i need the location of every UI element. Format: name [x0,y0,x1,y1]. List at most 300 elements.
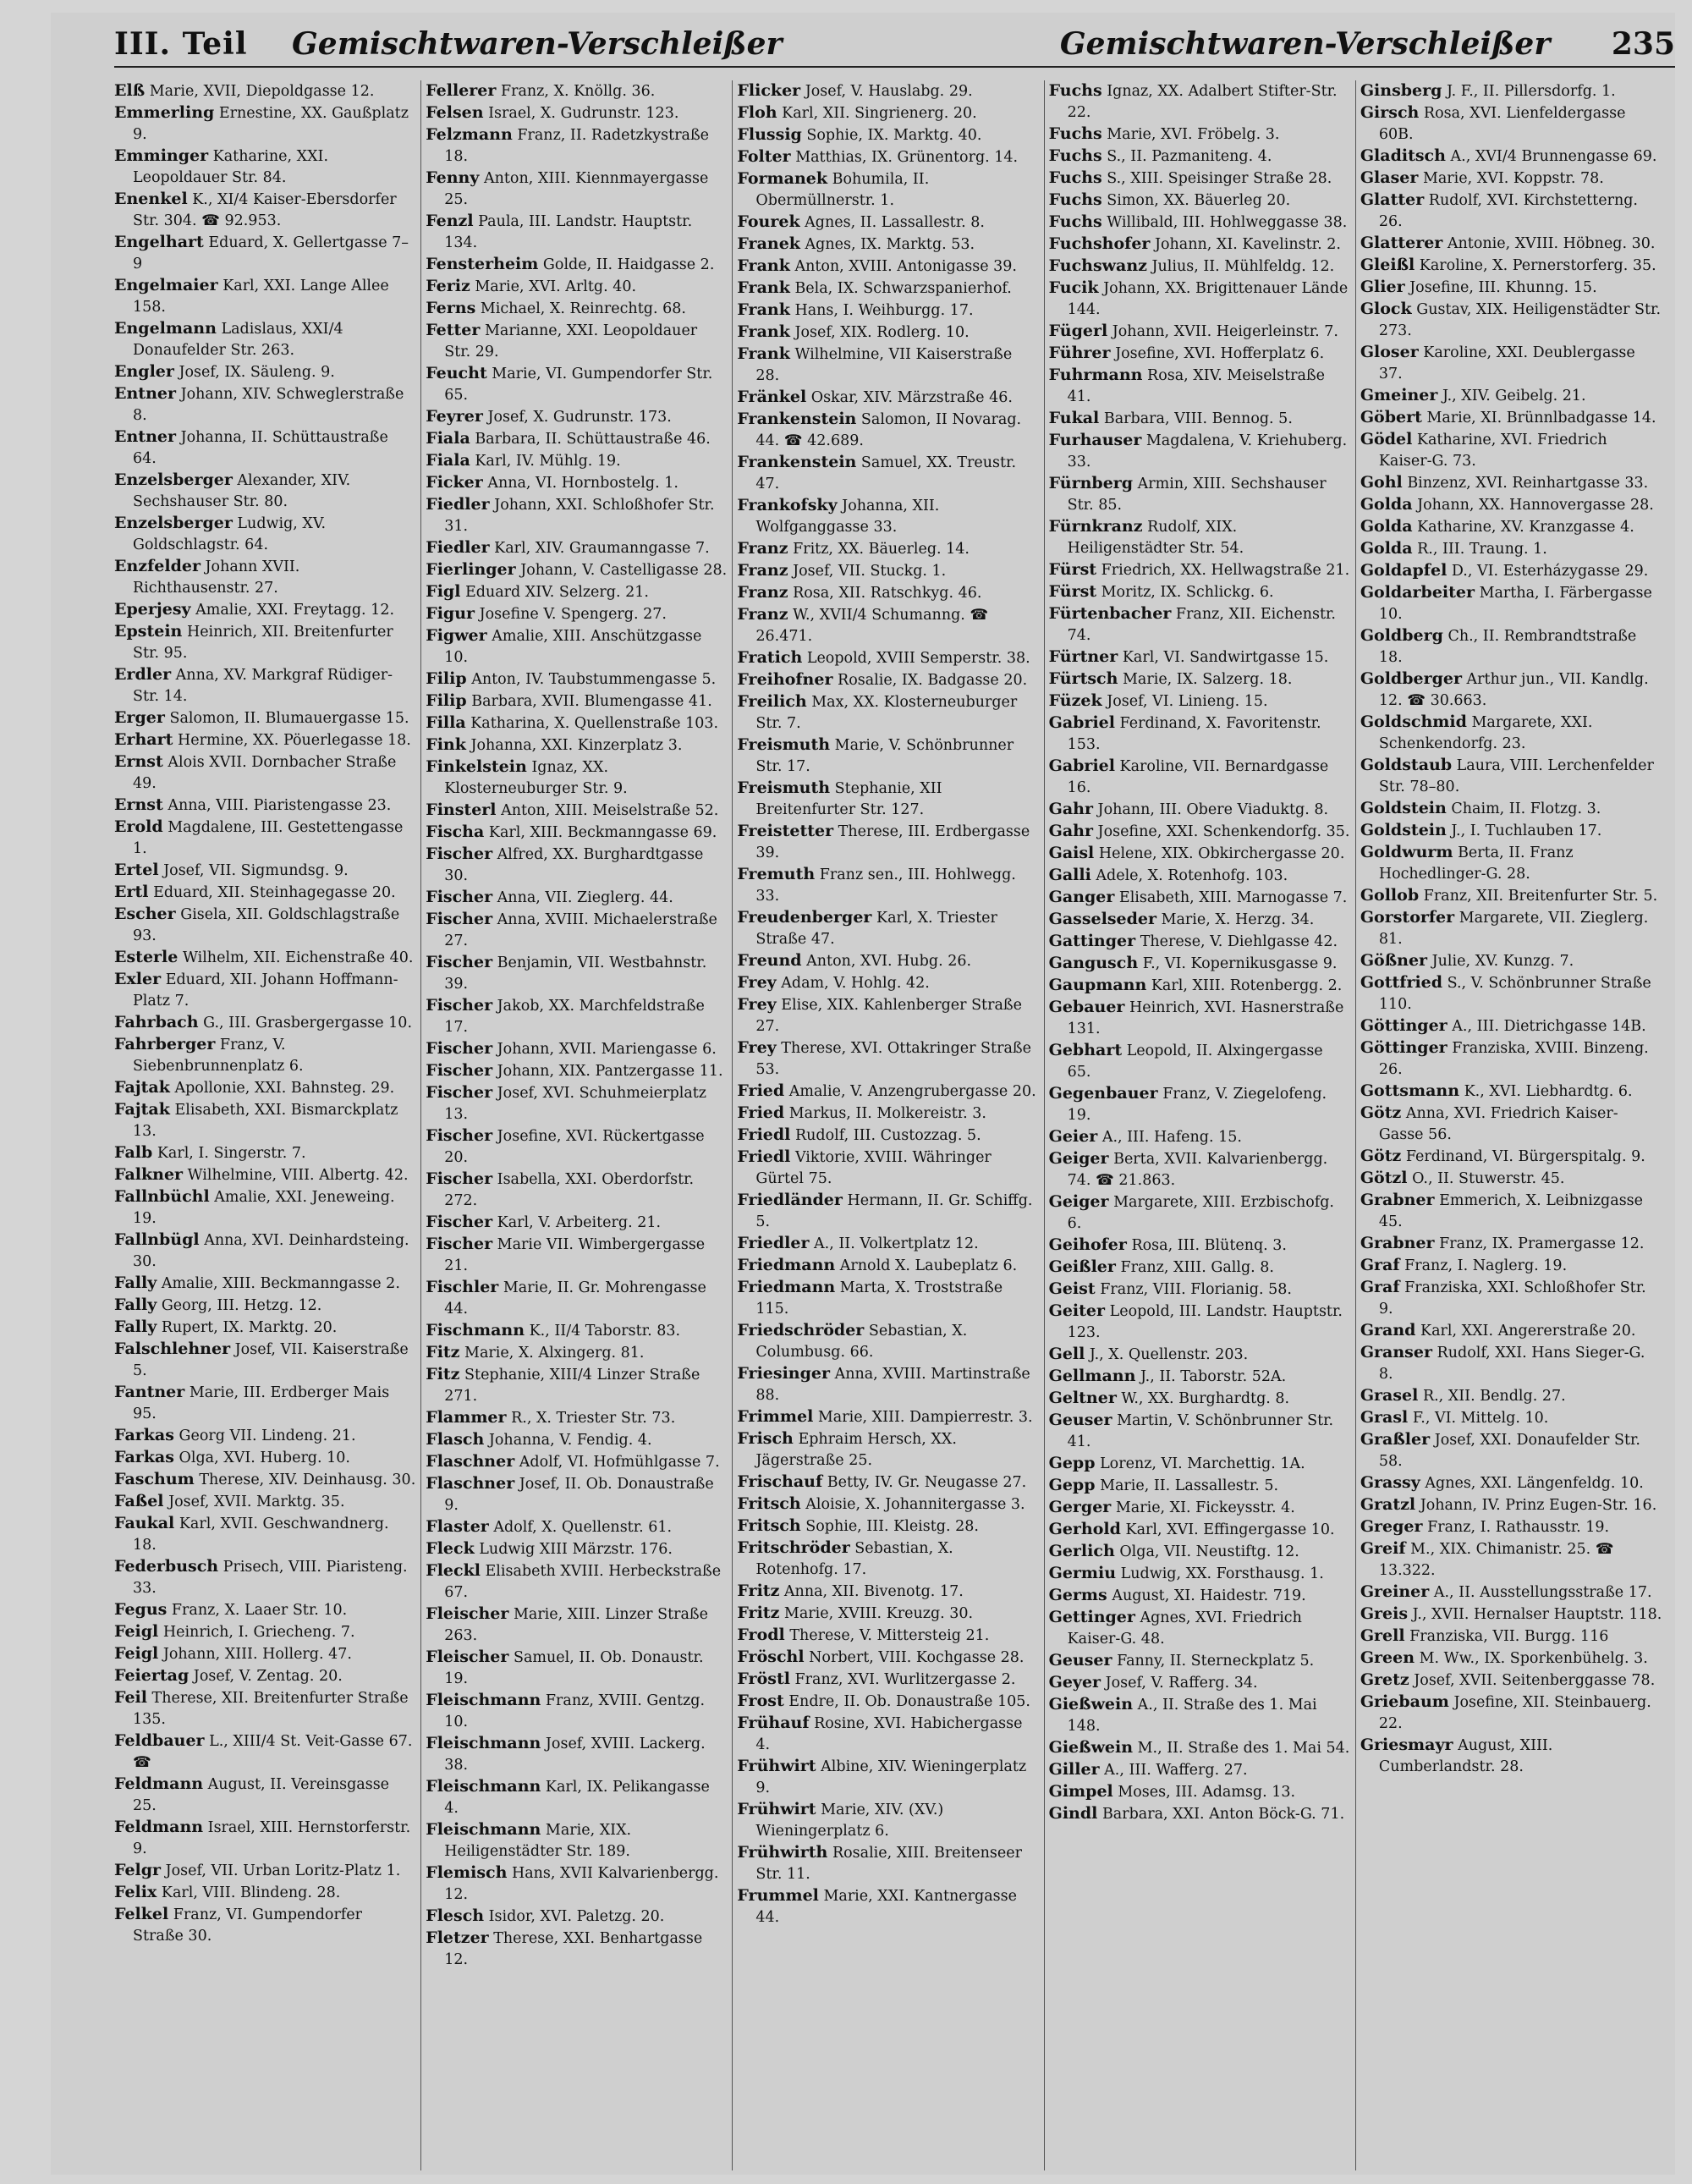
entry-details: Anna, VII. Zieglerg. 44. [492,889,673,906]
directory-entry [737,691,1039,734]
entry-surname: Frank [737,300,790,319]
directory-entry [114,599,416,621]
entry-details: Franz, I. Naglerg. 19. [1399,1257,1568,1274]
directory-entry [1049,1781,1351,1803]
directory-entry [1360,1494,1662,1516]
directory-entry [426,995,728,1038]
entry-details: Ferdinand, VI. Bürgerspitalg. 9. [1401,1148,1645,1165]
directory-entry [737,1842,1039,1885]
entry-surname: Fleischer [426,1604,509,1623]
entry-details: Chaim, II. Flotzg. 3. [1446,800,1601,817]
entry-surname: Geißler [1048,1257,1116,1276]
entry-details: Josefine V. Spengerg. 27. [475,606,667,623]
entry-surname: Entner [114,384,176,403]
entry-surname: Fleischmann [426,1777,541,1796]
entry-surname: Göttinger [1360,1038,1448,1057]
entry-details: Ch., II. Rembrandtstraße 18. [1378,628,1637,666]
directory-entry [1049,581,1351,603]
entry-surname: Fegus [114,1600,168,1619]
entry-surname: Fleischmann [426,1691,541,1709]
entry-details: Franz, XVI. Wurlitzergasse 2. [789,1671,1016,1688]
entry-details: Franz, X. Knöllg. 36. [496,83,656,100]
entry-surname: Golda [1360,495,1413,514]
entry-surname: Gangusch [1048,954,1139,972]
entry-details: Eduard, XII. Johann Hoffmann-Platz 7. [133,971,398,1009]
entry-surname: Fuchs [1048,146,1102,165]
directory-entry [114,1447,416,1469]
directory-entry [1360,407,1662,429]
entry-details: Alois XVII. Dornbacher Straße 49. [133,754,397,792]
entry-details: Wilhelm, XII. Eichenstraße 40. [178,949,414,966]
entry-surname: Emmerling [114,103,215,122]
entry-details: Franz, V. Ziegelofeng. 19. [1067,1086,1327,1124]
entry-details: Arnold X. Laubeplatz 6. [835,1257,1018,1274]
directory-entry [1360,1429,1662,1472]
entry-surname: Frummel [737,1886,819,1905]
entry-surname: Fränkel [737,388,807,406]
directory-entry [1360,102,1662,146]
entry-details: Marie, XIV. (XV.) Wieningerplatz 6. [755,1802,944,1840]
directory-entry [1360,494,1662,516]
entry-surname: Götz [1360,1147,1402,1165]
entry-surname: Flammer [426,1408,507,1427]
entry-details: Aloisie, X. Johannitergasse 3. [800,1496,1025,1513]
directory-entry [1049,1453,1351,1475]
directory-entry [1360,1168,1662,1190]
directory-entry [114,102,416,146]
entry-surname: Fajtak [114,1078,170,1097]
directory-entry [114,1513,416,1556]
entry-details: Karl, X. Triester Straße 47. [755,910,997,948]
entry-surname: Gloser [1360,343,1419,361]
entry-details: Rosa, XII. Ratschkyg. 46. [788,585,982,602]
entry-details: Marie, IX. Salzerg. 18. [1118,671,1293,688]
directory-entry [1049,690,1351,712]
directory-entry [1360,1320,1662,1342]
entry-surname: Graßler [1360,1430,1431,1449]
directory-entry [1360,1190,1662,1233]
directory-entry [114,470,416,513]
entry-surname: Girsch [1360,103,1420,122]
entry-details: Franz, I. Rathausstr. 19. [1422,1519,1610,1536]
entry-surname: Felix [114,1883,157,1901]
entry-surname: Galli [1048,866,1091,884]
entry-surname: Fischer [426,1213,493,1231]
entry-details: Leopold, II. Alxingergasse 65. [1067,1042,1323,1081]
entry-surname: Flicker [737,81,801,100]
entry-details: R., III. Traung. 1. [1412,541,1547,558]
entry-surname: Exler [114,970,162,988]
directory-entry [114,1186,416,1230]
entry-details: Karl, VI. Sandwirtgasse 15. [1118,649,1329,666]
directory-entry [426,712,728,734]
directory-column-5 [1360,80,1667,2170]
entry-details: J., I. Tuchlauben 17. [1446,822,1602,839]
directory-entry [426,1429,728,1451]
entry-surname: Frey [737,995,777,1014]
directory-entry [114,882,416,904]
entry-surname: Götz [1360,1103,1402,1122]
entry-surname: Fritz [737,1582,780,1600]
directory-entry [1049,343,1351,365]
entry-details: Leopold, III. Landstr. Hauptstr. 123. [1067,1303,1343,1341]
entry-surname: Freistetter [737,822,834,840]
directory-entry [1049,1040,1351,1083]
entry-details: Betty, IV. Gr. Neugasse 27. [822,1474,1027,1491]
entry-surname: Goldstaub [1360,756,1453,774]
directory-entry [114,1425,416,1447]
directory-entry [1049,1083,1351,1126]
directory-entry [1049,1672,1351,1694]
entry-surname: Feucht [426,364,487,382]
entry-surname: Gießwein [1048,1695,1134,1714]
entry-details: Helene, XIX. Obkirchergasse 20. [1094,845,1345,862]
entry-surname: Friedmann [737,1256,836,1274]
directory-entry [114,513,416,556]
entry-details: Hans, I. Weihburgg. 17. [789,302,974,319]
entry-surname: Geyer [1048,1673,1101,1692]
directory-entry [737,168,1039,212]
directory-entry [426,1451,728,1473]
entry-surname: Germs [1048,1586,1107,1604]
entry-details: Hermine, XX. Pöuerlegasse 18. [173,732,411,749]
entry-surname: Floh [737,103,777,122]
entry-details: Josef, II. Ob. Donaustraße 9. [444,1476,714,1514]
entry-details: Barbara, XVII. Blumengasse 41. [466,693,712,710]
entry-details: Binzenz, XVI. Reinhartgasse 33. [1402,475,1649,492]
directory-entry [737,452,1039,495]
entry-surname: Franek [737,234,800,253]
directory-entry [1360,1648,1662,1670]
directory-entry [426,800,728,822]
entry-details: Marie, XVI. Arltg. 40. [470,278,637,295]
entry-surname: Goldberger [1360,669,1462,688]
entry-details: Franziska, XVIII. Binzeng. 26. [1378,1040,1649,1078]
entry-details: Moses, III. Adamsg. 13. [1112,1784,1296,1801]
entry-surname: Gretz [1360,1670,1409,1689]
entry-details: Josef, V. Zentag. 20. [189,1668,343,1685]
directory-entry [1360,1670,1662,1692]
directory-entry [1360,1015,1662,1037]
entry-details: Simon, XX. Bäuerleg 20. [1101,192,1291,209]
directory-entry [426,1604,728,1647]
directory-entry [1049,799,1351,821]
entry-details: August, XI. Haidestr. 719. [1107,1587,1306,1604]
entry-surname: Fukal [1048,409,1100,427]
entry-surname: Griebaum [1360,1692,1449,1711]
directory-entry [114,1317,416,1339]
directory-entry [737,734,1039,778]
directory-entry [1360,1538,1662,1582]
entry-details: Bohumila, II. Obermüllnerstr. 1. [755,171,930,209]
directory-entry [1360,233,1662,255]
directory-entry [1049,1148,1351,1191]
entry-surname: Gahr [1048,800,1093,818]
page-number: 235 [1611,26,1675,62]
directory-entry [1049,278,1351,321]
entry-details: Ignaz, XX. Klosterneuburger Str. 9. [444,759,628,797]
entry-details: Marianne, XXI. Leopoldauer Str. 29. [444,322,698,360]
entry-surname: Goldstein [1360,799,1447,817]
entry-details: Johann, XX. Hannovergasse 28. [1412,497,1654,514]
entry-details: Martin, V. Schönbrunner Str. 41. [1067,1412,1334,1450]
entry-surname: Gettinger [1048,1608,1135,1626]
directory-entry [114,232,416,275]
entry-details: Martha, I. Färbergasse 10. [1378,585,1652,623]
entry-surname: Ficker [426,473,483,492]
directory-entry [1049,1650,1351,1672]
entry-details: Katharine, XXI. Leopoldauer Str. 84. [133,148,329,186]
entry-details: Sebastian, X. Rotenhofg. 17. [755,1540,953,1578]
entry-details: A., II. Straße des 1. Mai 148. [1067,1697,1317,1735]
entry-details: Elisabeth, XIII. Marnogasse 7. [1114,889,1348,906]
entry-surname: Feyrer [426,407,483,426]
entry-surname: Fritschröder [737,1538,850,1557]
directory-entry [114,1904,416,1947]
directory-entry [1360,80,1662,102]
entry-details: Franz, XII. Eichenstr. 74. [1067,606,1336,644]
entry-details: Salomon, II Novarag. 44. ☎ 42.689. [755,411,1022,449]
entry-details: Karoline, XXI. Deublergasse 37. [1378,344,1635,382]
entry-details: Franz, XII. Breitenfurter Str. 5. [1419,888,1658,905]
entry-details: Margarete, XIII. Erzbischofg. 6. [1067,1194,1334,1232]
entry-surname: Friedl [737,1125,791,1144]
entry-surname: Feigl [114,1644,159,1663]
entry-surname: Grasel [1360,1386,1419,1405]
entry-surname: Gleißl [1360,256,1415,274]
directory-entry [1360,1146,1662,1168]
entry-surname: Friedschröder [737,1321,865,1340]
entry-surname: Freund [737,951,802,970]
entry-surname: Geltner [1048,1389,1117,1407]
directory-column-3 [737,80,1044,2170]
directory-entry [426,80,728,102]
entry-surname: Goldberg [1360,626,1443,645]
directory-entry [1360,472,1662,494]
directory-entry [1049,1257,1351,1279]
entry-details: Marie, XIII. Linzer Straße 263. [444,1606,708,1644]
entry-details: Josef, VII. Urban Loritz-Platz 1. [161,1862,401,1879]
entry-surname: Fürtenbacher [1048,604,1172,623]
directory-entry [1049,473,1351,516]
entry-details: Franz, II. Radetzkystraße 18. [444,127,710,165]
entry-details: Olga, XVI. Huberg. 10. [173,1450,350,1466]
directory-entry [1360,538,1662,560]
entry-surname: Geier [1048,1127,1098,1146]
entry-surname: Frankofsky [737,496,838,514]
entry-surname: Entner [114,427,176,446]
entry-details: Wilhelmine, VIII. Albertg. 42. [183,1167,409,1184]
entry-details: S., XIII. Speisinger Straße 28. [1101,170,1332,187]
entry-details: Arthur jun., VII. Kandlg. 12. ☎ 30.663. [1378,671,1649,709]
entry-details: Adolf, X. Quellenstr. 61. [488,1519,673,1536]
entry-details: Franz, V. Siebenbrunnenplatz 6. [133,1037,304,1075]
entry-surname: Fallnbüchl [114,1187,210,1206]
entry-details: Franz sen., III. Hohlwegg. 33. [755,866,1016,905]
entry-details: Barbara, VIII. Bennog. 5. [1099,410,1293,427]
directory-entry [114,1339,416,1382]
directory-entry [737,387,1039,409]
entry-surname: Goldstein [1360,821,1447,839]
entry-details: Alfred, XX. Burghardtgasse 30. [444,846,704,884]
directory-entry [1049,843,1351,865]
entry-details: Johanna, V. Fendig. 4. [484,1432,652,1449]
directory-entry [426,756,728,800]
entry-surname: Fischer [426,1061,493,1080]
directory-entry [426,559,728,581]
directory-columns [114,80,1667,2170]
entry-details: Anton, XVI. Hubg. 26. [801,953,972,970]
entry-surname: Gindl [1048,1804,1098,1823]
entry-surname: Freilich [737,692,807,711]
entry-details: Therese, XII. Breitenfurter Straße 135. [133,1690,409,1728]
entry-details: Ephraim Hersch, XX. Jägerstraße 25. [755,1431,957,1469]
directory-entry [1049,1235,1351,1257]
entry-details: Josef, X. Gudrunstr. 173. [482,409,672,426]
entry-details: Rudolf, III. Custozzag. 5. [790,1127,981,1144]
directory-entry [737,1233,1039,1255]
directory-entry [1360,1516,1662,1538]
entry-details: Karoline, VII. Bernardgasse 16. [1067,758,1329,796]
directory-entry [1049,256,1351,278]
entry-surname: Frey [737,973,777,992]
entry-surname: Fischer [426,844,493,863]
entry-surname: Falkner [114,1165,184,1184]
directory-entry [1360,1692,1662,1735]
entry-surname: Felsen [426,103,484,122]
directory-entry [737,669,1039,691]
entry-details: Josefine, XII. Steinbauerg. 22. [1378,1694,1651,1732]
directory-entry [426,1038,728,1060]
entry-surname: Gerger [1048,1498,1112,1516]
entry-details: Marie, XXI. Kantnergasse 44. [755,1888,1017,1926]
entry-surname: Götzl [1360,1169,1408,1187]
entry-details: Leopold, XVIII Semperstr. 38. [802,650,1030,667]
directory-entry [1360,1407,1662,1429]
entry-details: Agnes, IX. Marktg. 53. [799,236,975,253]
directory-entry [426,734,728,756]
directory-entry [114,1077,416,1099]
entry-surname: Fleckl [426,1561,481,1580]
entry-surname: Flemisch [426,1863,508,1882]
entry-details: Alexander, XIV. Sechshauser Str. 80. [133,472,351,510]
entry-surname: Formanek [737,169,828,188]
entry-surname: Glatterer [1360,234,1443,252]
entry-details: Karl, XIII. Beckmanngasse 69. [484,824,717,841]
entry-surname: Franz [737,605,788,624]
directory-entry [114,1012,416,1034]
entry-surname: Göbert [1360,408,1422,426]
entry-details: Johann, XIII. Hollerg. 47. [158,1646,352,1663]
directory-entry [1049,865,1351,887]
entry-details: Anton, IV. Taubstummengasse 5. [466,671,717,688]
entry-details: L., XIII/4 St. Veit-Gasse 67. ☎ [133,1733,413,1771]
entry-details: Viktorie, XVIII. Währinger Gürtel 75. [755,1149,992,1187]
entry-surname: Fitz [426,1365,460,1384]
entry-details: J., XIV. Geibelg. 21. [1437,388,1586,404]
entry-surname: Gmeiner [1360,386,1438,404]
entry-surname: Frey [737,1038,777,1057]
entry-details: Rosa, XVI. Lienfeldergasse 60B. [1378,105,1626,143]
entry-surname: Grasl [1360,1408,1409,1427]
entry-details: Karl, V. Arbeiterg. 21. [492,1214,662,1231]
entry-details: Johann, XVII. Heigerleinstr. 7. [1107,323,1338,340]
entry-surname: Erger [114,708,165,727]
directory-entry [1049,1694,1351,1737]
directory-entry [426,168,728,211]
entry-details: O., II. Stuwerstr. 45. [1407,1170,1565,1187]
directory-entry [1049,1475,1351,1497]
entry-details: K., II/4 Taborstr. 83. [525,1323,681,1340]
directory-entry [1360,255,1662,277]
directory-entry [1360,1735,1662,1778]
entry-surname: Frankenstein [737,453,857,471]
directory-entry [1049,365,1351,408]
entry-surname: Glier [1360,278,1405,296]
entry-surname: Friedler [737,1234,810,1252]
entry-details: Rosa, XIV. Meiselstraße 41. [1067,367,1326,405]
directory-entry [114,707,416,729]
entry-details: Ludwig, XX. Forsthausg. 1. [1116,1565,1324,1582]
entry-details: Jakob, XX. Marchfeldstraße 17. [444,998,705,1036]
entry-details: Marie, II. Gr. Mohrengasse 44. [444,1279,706,1318]
entry-details: Marie, XIII. Dampierrestr. 3. [813,1409,1033,1426]
entry-details: Magdalena, V. Kriehuberg. 33. [1067,432,1348,470]
entry-surname: Fahrberger [114,1035,216,1053]
entry-surname: Flussig [737,125,802,144]
entry-surname: Gahr [1048,822,1093,840]
entry-surname: Frischauf [737,1472,823,1491]
entry-details: Adolf, VI. Hofmühlgasse 7. [514,1454,720,1471]
entry-surname: Felgr [114,1861,162,1879]
entry-surname: Fuchswanz [1048,256,1147,275]
entry-surname: Glatter [1360,190,1425,209]
entry-details: Katharine, XV. Kranzgasse 4. [1412,519,1634,536]
entry-surname: Gratzl [1360,1495,1416,1514]
directory-entry [737,864,1039,907]
entry-surname: Farkas [114,1426,174,1444]
directory-entry [426,320,728,363]
directory-entry [1360,1255,1662,1277]
entry-surname: Golda [1360,539,1413,558]
entry-details: Anna, XVI. Friedrich Kaiser-Gasse 56. [1378,1105,1618,1143]
entry-details: K., XVI. Liebhardtg. 6. [1459,1083,1633,1100]
header-left [114,26,782,62]
entry-surname: Fischler [426,1278,499,1296]
directory-entry [426,254,728,276]
directory-entry [426,1516,728,1538]
directory-entry [426,822,728,844]
directory-entry [114,1273,416,1295]
entry-details: Berta, II. Franz Hochedlinger-G. 28. [1378,844,1574,883]
entry-surname: Flaschner [426,1452,515,1471]
entry-surname: Fuchs [1048,168,1102,187]
directory-entry [737,1669,1039,1691]
part-label: III. Teil [114,26,248,62]
entry-surname: Faschum [114,1470,195,1488]
entry-surname: Fischer [426,910,493,928]
entry-surname: Enzelsberger [114,514,233,532]
entry-details: Johann, XIX. Pantzergasse 11. [492,1063,723,1080]
directory-entry [1360,1472,1662,1494]
entry-surname: Geuser [1048,1651,1112,1670]
entry-details: Josefine, XVI. Rückertgasse 20. [444,1128,705,1166]
entry-surname: Göttinger [1360,1016,1448,1035]
entry-surname: Gepp [1048,1454,1096,1472]
entry-details: Adam, V. Hohlg. 42. [776,975,930,992]
directory-entry [1049,1519,1351,1541]
entry-surname: Frankenstein [737,410,857,428]
